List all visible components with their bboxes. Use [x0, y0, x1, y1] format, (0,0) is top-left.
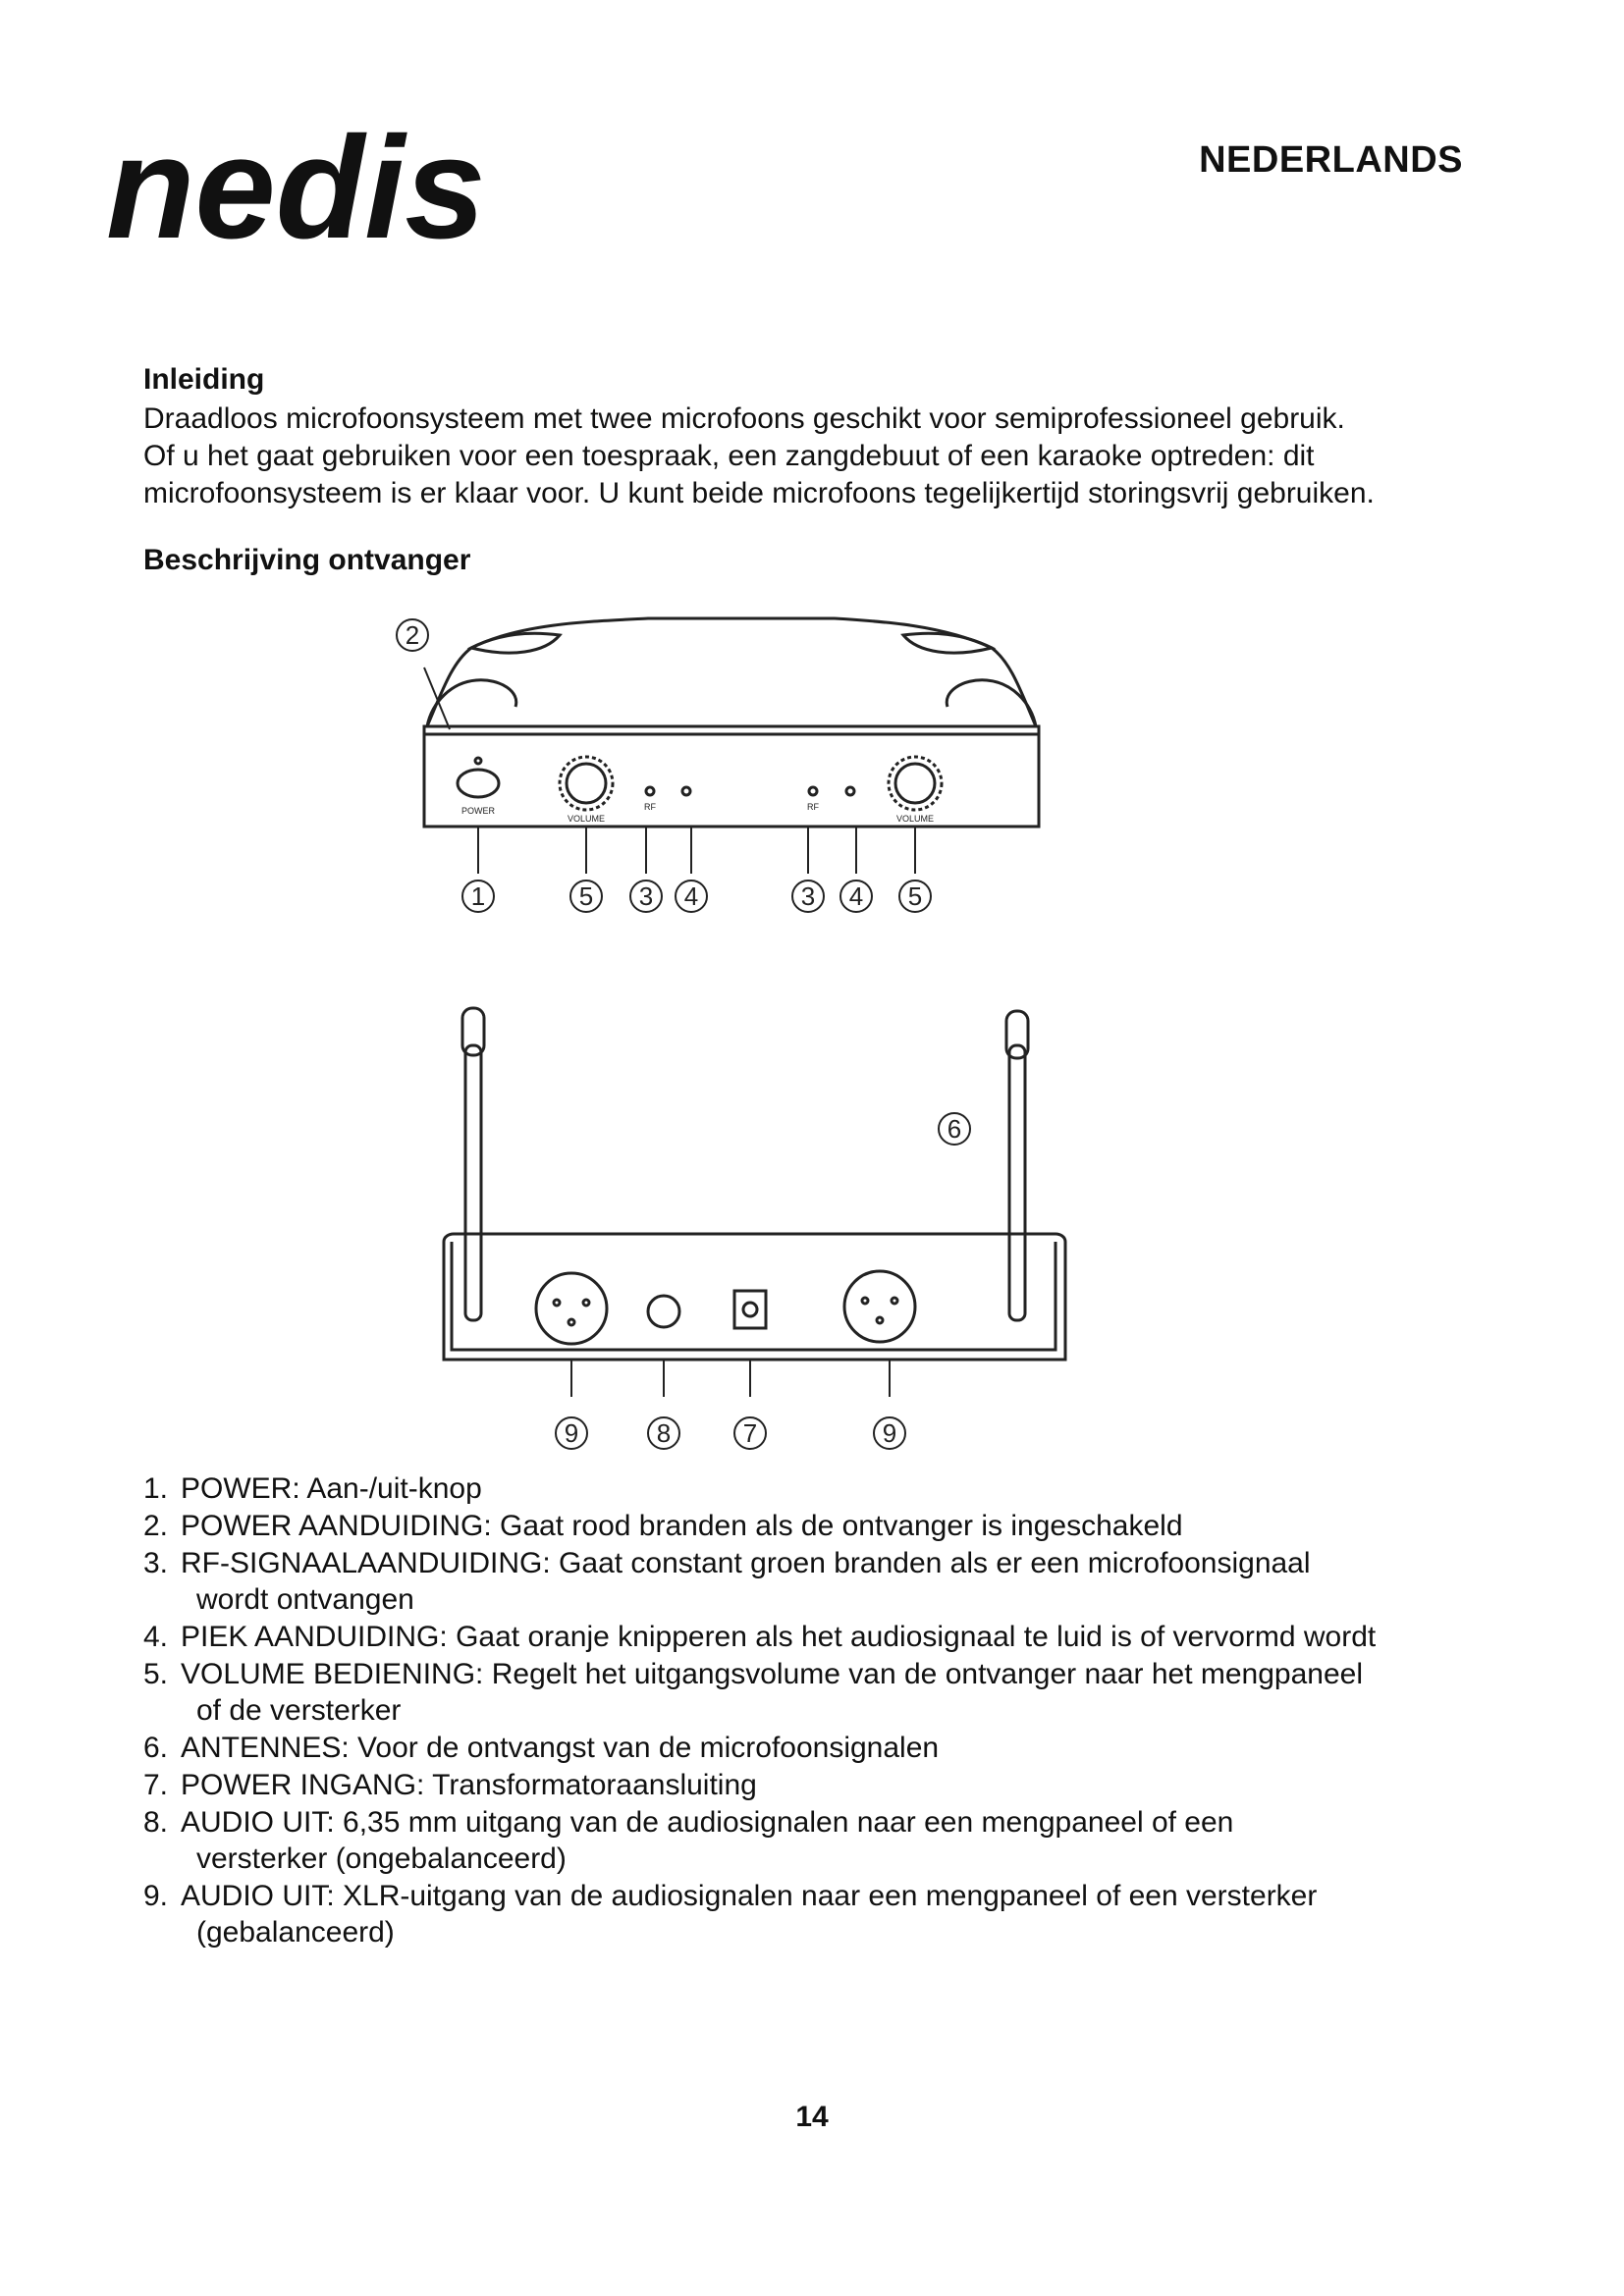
parts-legend: [143, 1470, 1449, 1951]
legend-item: 5. VOLUME BEDIENING: Regelt het uitgangsvolume van de ontvanger naar het mengpaneel of de versterker: [143, 1658, 1364, 1727]
description-heading: Beschrijving ontvanger: [143, 544, 471, 576]
panel-label-volume-right: VOLUME: [895, 814, 935, 824]
callout-8: 8: [656, 1418, 672, 1448]
panel-label-power: POWER: [460, 806, 496, 816]
callout-3: 3: [800, 881, 816, 911]
legend-item: 1. POWER: Aan-/uit-knop: [143, 1472, 482, 1505]
receiver-front-diagram: [373, 604, 1090, 928]
intro-line: microfoonsysteem is er klaar voor. U kunt beide microfoons tegelijkertijd storingsvrij gebruiken.: [143, 477, 1375, 509]
callout-4: 4: [848, 881, 864, 911]
nedis-logo-graphic: [106, 128, 597, 265]
legend-item: 2. POWER AANDUIDING: Gaat rood branden als de ontvanger is ingeschakeld: [143, 1510, 1183, 1542]
panel-label-volume-left: VOLUME: [567, 814, 606, 824]
legend-item: 8. AUDIO UIT: 6,35 mm uitgang van de audiosignalen naar een mengpaneel of een versterker (ongebalanceerd): [143, 1806, 1234, 1875]
receiver-rear-diagram: [422, 996, 1090, 1463]
callout-1: 1: [470, 881, 486, 911]
intro-heading: Inleiding: [143, 363, 265, 396]
legend-item: 3. RF-SIGNAALAANDUIDING: Gaat constant groen branden als er een microfoonsignaal wordt ontvangen: [143, 1547, 1311, 1616]
intro-line: Of u het gaat gebruiken voor een toespraak, een zangdebuut of een karaoke optreden: dit: [143, 440, 1315, 472]
callout-5: 5: [907, 881, 923, 911]
legend-item: 6. ANTENNES: Voor de ontvangst van de microfoonsignalen: [143, 1732, 940, 1764]
language-label: NEDERLANDS: [1199, 139, 1463, 181]
callout-7: 7: [742, 1418, 758, 1448]
legend-item: 4. PIEK AANDUIDING: Gaat oranje knipperen als het audiosignaal te luid is of vervormd wordt: [143, 1621, 1377, 1653]
callout-6: 6: [947, 1114, 962, 1144]
callout-3: 3: [638, 881, 654, 911]
page-number: 14: [795, 2101, 829, 2133]
callout-5: 5: [578, 881, 594, 911]
panel-label-rf-right: RF: [807, 802, 819, 812]
callout-2: 2: [405, 620, 420, 650]
callout-4: 4: [683, 881, 699, 911]
panel-label-rf-left: RF: [644, 802, 656, 812]
callout-9: 9: [882, 1418, 897, 1448]
callout-9: 9: [564, 1418, 579, 1448]
legend-item: 7. POWER INGANG: Transformatoraansluiting: [143, 1769, 757, 1801]
intro-paragraph: [143, 400, 1420, 512]
nedis-logo: [106, 128, 597, 265]
logo-wordmark: nedis: [106, 128, 486, 265]
intro-line: Draadloos microfoonsysteem met twee microfoons geschikt voor semiprofessioneel gebruik.: [143, 402, 1345, 435]
legend-item: 9. AUDIO UIT: XLR-uitgang van de audiosignalen naar een mengpaneel of een versterker (gebalanceerd): [143, 1880, 1318, 1949]
